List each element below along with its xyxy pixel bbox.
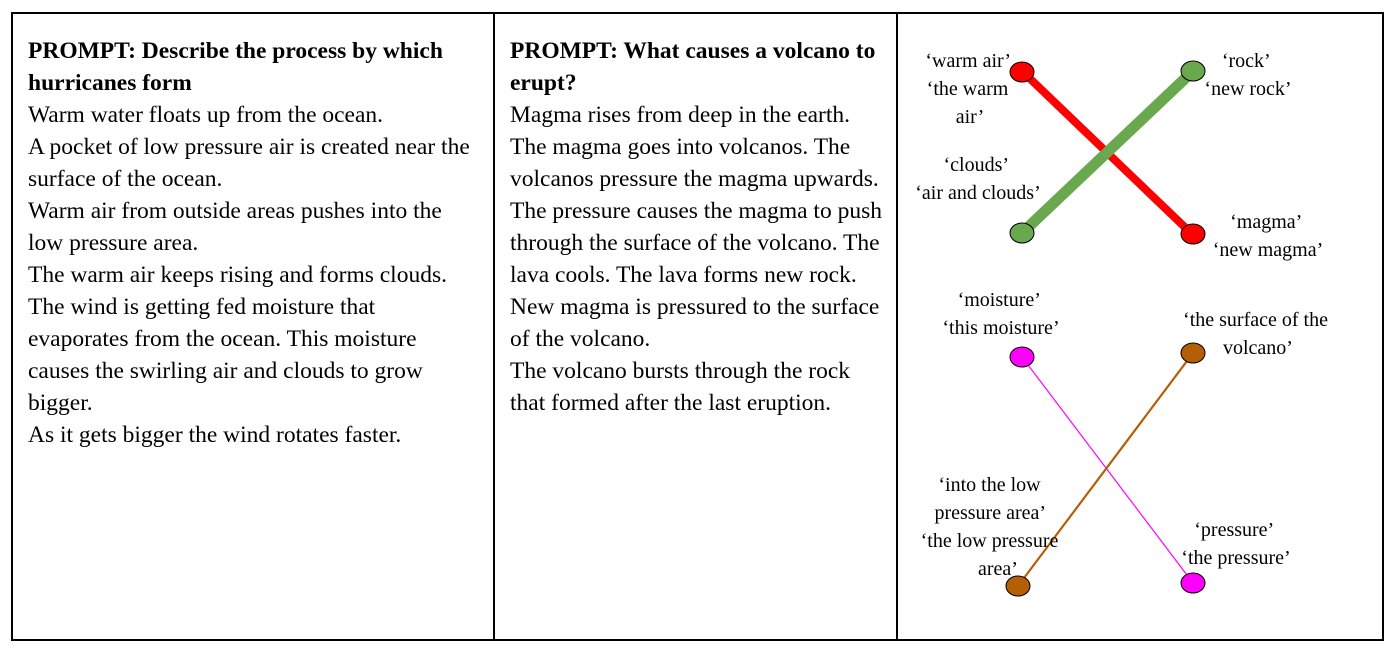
volcano-response [510,99,886,419]
volcano-prompt: PROMPT: What causes a volcano to erupt? [510,38,876,96]
response-line: The volcano bursts through the rock that formed after the last eruption. [510,358,851,416]
label-rock: ‘rock’ ‘new rock’ [1204,50,1292,100]
node-pressure [1181,573,1205,593]
coreference-diagram [898,14,1384,639]
table-frame [11,12,1384,641]
response-line: Magma rises from deep in the earth. The magma goes into volcanos. The volcanos pressure the magma upwards. [510,102,879,192]
label-low-pressure: ‘into the low pressure area’ ‘the low pressure area’ [920,474,1059,580]
node-moisture [1010,347,1034,367]
label-pressure: ‘pressure’ ‘the pressure’ [1181,519,1291,569]
node-rock [1181,61,1205,81]
response-line: The warm air keeps rising and forms clouds. The wind is getting fed moisture that evaporates from the ocean. This moisture causes the swirling air and clouds to grow bigger. [28,262,447,416]
response-line: A pocket of low pressure air is created near the surface of the ocean. [28,134,470,192]
label-moisture: ‘moisture’ ‘this moisture’ [942,289,1060,339]
response-line: Warm water floats up from the ocean. [28,102,384,128]
hurricane-response [28,99,479,451]
node-magma [1181,224,1205,244]
hurricane-column [13,14,495,639]
label-clouds: ‘clouds’ ‘air and clouds’ [915,154,1041,204]
response-line: Warm air from outside areas pushes into the low pressure area. [28,198,442,256]
response-line: As it gets bigger the wind rotates faster. [28,422,402,448]
hurricane-prompt: PROMPT: Describe the process by which hurricanes form [28,38,443,96]
volcano-column [495,14,898,639]
coreference-diagram-cell [898,14,1382,639]
label-warm-air: ‘warm air’ ‘the warm air’ [925,50,1010,128]
label-magma: ‘magma’ ‘new magma’ [1212,211,1324,261]
response-line: The pressure causes the magma to push through the surface of the volcano. The lava cools. The lava forms new rock. New magma is pressured to the surface of the volcano. [510,198,882,352]
node-surface [1181,343,1205,363]
node-clouds [1010,223,1034,243]
label-surface: ‘the surface of the volcano’ [1183,309,1328,359]
